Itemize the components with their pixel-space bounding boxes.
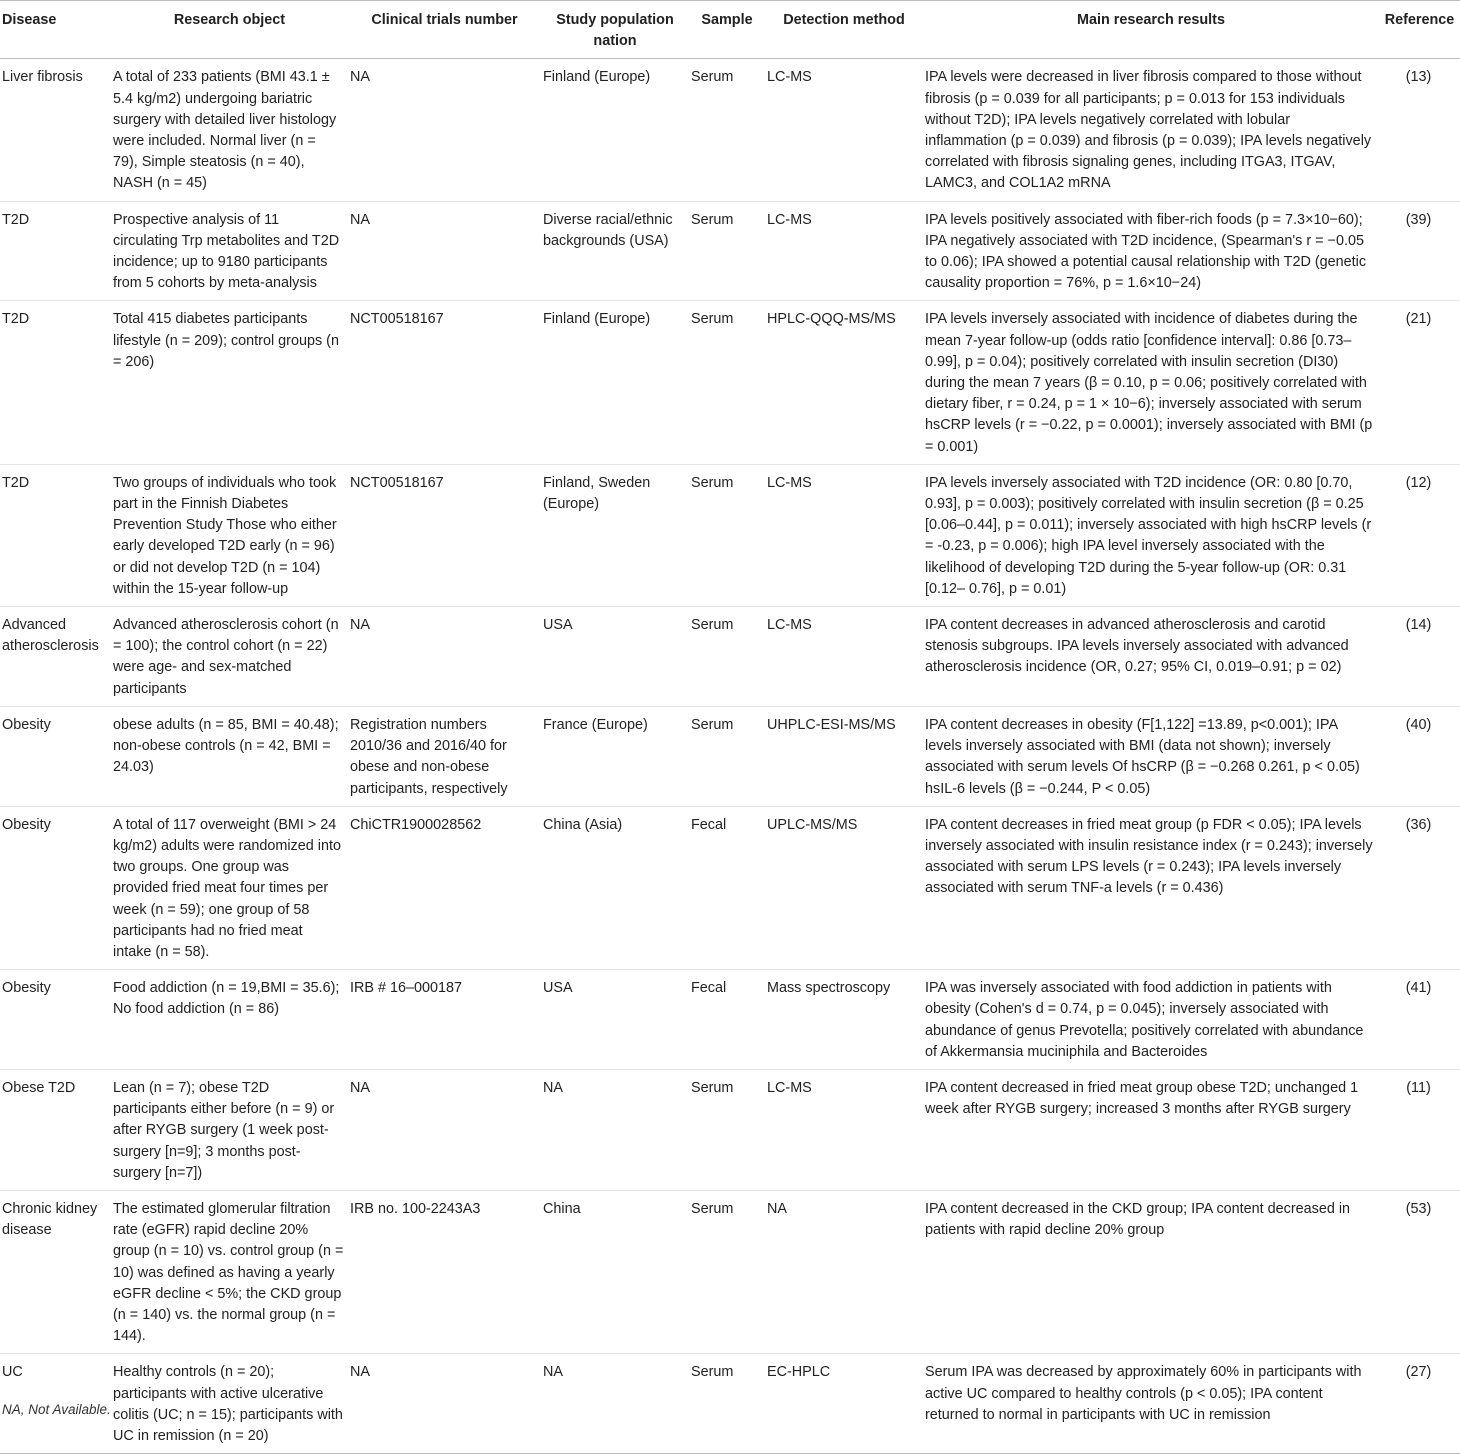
header-sample: Sample [689,1,765,59]
cell-clinical-trial: NA [350,69,370,86]
cell-results: IPA content decreases in obesity (F[1,122] =13.89, p<0.001); IPA levels inversely associated with BMI (data not shown); inversely associated with serum levels Of hsCRP (β = −0.268 0.261, p < 0.05) hsIL-6 levels (β = −0.244, P < 0.05) [925,716,1360,797]
header-row [0,1,1460,59]
table-row [0,806,1460,969]
cell-research-object: The estimated glomerular filtration rate (eGFR) rapid decline 20% group (n = 10) vs. control group (n = 10) was defined as having a yearly eGFR decline < 5%; the CKD group (n = 140) vs. the normal group (n = 144). [113,1200,344,1345]
cell-disease: T2D [2,211,30,228]
cell-clinical-trial: NA [350,1364,370,1381]
cell-research-object: A total of 117 overweight (BMI > 24 kg/m2) adults were randomized into two groups. One group was provided fried meat four times per week (n = 59); one group of 58 participants had no fried meat intake (n = 58). [113,816,341,960]
cell-clinical-trial: NA [350,617,370,634]
cell-clinical-trial: IRB no. 100-2243A3 [350,1200,481,1217]
header-clinical-trials-number: Clinical trials number [348,1,541,59]
header-study-population-nation: Study population nation [541,1,689,59]
cell-sample: Serum [691,716,734,733]
header-disease: Disease [0,1,111,59]
cell-sample: Serum [691,1079,734,1096]
table-row [0,1069,1460,1190]
cell-clinical-trial: NCT00518167 [350,474,444,491]
cell-sample: Serum [691,474,734,491]
cell-research-object: Two groups of individuals who took part in the Finnish Diabetes Prevention Study Those who either early developed T2D early (n = 96) or did not develop T2D (n = 104) within the 15-year follow-up [113,474,337,597]
cell-nation: Finland, Sweden (Europe) [543,474,651,513]
cell-results: IPA levels positively associated with fiber-rich foods (p = 7.3×10−60); IPA negatively associated with T2D incidence, (Spearman's r = −0.05 to 0.06); IPA showed a potential causal relationship with T2D (genetic causality proportion = 76%, p = 1.6×10−24) [925,211,1367,292]
cell-reference: (21) [1405,311,1432,328]
cell-method: Mass spectroscopy [767,980,891,997]
cell-disease: T2D [2,311,30,328]
cell-method: LC-MS [767,69,812,86]
cell-results: IPA levels inversely associated with T2D incidence (OR: 0.80 [0.70, 0.93], p = 0.003); positively correlated with insulin secretion (β = 0.25 [0.06–0.44], p = 0.011); inversely associated with high hsCRP levels (r = -0.23, p = 0.006); high IPA level inversely associated with the likelihood of developing T2D during the 5-year follow-up (OR: 0.31 [0.12– 0.76], p = 0.01) [925,474,1372,597]
cell-reference: (41) [1405,980,1432,997]
table-row [0,301,1460,464]
cell-reference: (40) [1405,716,1432,733]
cell-nation: Finland (Europe) [543,311,651,328]
cell-nation: Finland (Europe) [543,69,651,86]
cell-research-object: Advanced atherosclerosis cohort (n = 100); the control cohort (n = 22) were age- and sex-matched participants [113,617,339,697]
cell-method: UPLC-MS/MS [767,816,858,833]
cell-method: HPLC-QQQ-MS/MS [767,311,896,328]
header-research-object: Research object [111,1,348,59]
cell-reference: (14) [1405,617,1432,634]
cell-reference: (36) [1405,816,1432,833]
cell-results: IPA levels were decreased in liver fibrosis compared to those without fibrosis (p = 0.039 for all participants; p = 0.013 for 153 individuals without T2D); IPA levels negatively correlated with lobular inflammation (p = 0.039) and fibrosis (p = 0.039); IPA levels negatively correlated with fibrosis signaling genes, including ITGA3, ITGAV, LAMC3, and COL1A2 mRNA [925,69,1372,192]
cell-method: LC-MS [767,1079,812,1096]
cell-sample: Fecal [691,980,727,997]
cell-nation: Diverse racial/ethnic backgrounds (USA) [543,211,673,249]
cell-clinical-trial: NA [350,211,370,228]
cell-sample: Serum [691,69,734,86]
cell-nation: USA [543,980,573,997]
cell-results: IPA content decreased in fried meat group obese T2D; unchanged 1 week after RYGB surgery; increased 3 months after RYGB surgery [925,1079,1359,1118]
table-row [0,59,1460,201]
cell-sample: Serum [691,617,734,634]
cell-results: Serum IPA was decreased by approximately 60% in participants with active UC compared to healthy controls (p < 0.05); IPA content returned to normal in participants with UC in remission [925,1364,1362,1423]
header-reference: Reference [1379,1,1460,59]
cell-results: IPA levels inversely associated with incidence of diabetes during the mean 7-year follow-up (odds ratio [confidence interval]: 0.86 [0.73–0.99], p = 0.04); positively correlated with insulin secretion (DI30) during the mean 7 years (β = 0.10, p = 0.06; positively correlated with dietary fiber, r = 0.24, p = 1 × 10−6); inversely associated with serum hsCRP levels (r = −0.22, p = 0.0001); inversely associated with BMI (p = 0.001) [925,311,1373,455]
cell-reference: (27) [1405,1364,1432,1381]
table-row [0,464,1460,606]
cell-nation: China (Asia) [543,816,623,833]
cell-nation: USA [543,617,573,634]
table-row [0,970,1460,1070]
header-detection-method: Detection method [765,1,923,59]
cell-disease: Liver fibrosis [2,69,83,86]
cell-reference: (13) [1405,69,1432,86]
table-body [0,59,1460,1454]
cell-sample: Serum [691,1364,734,1381]
cell-method: LC-MS [767,474,812,491]
table-row [0,607,1460,707]
cell-clinical-trial: IRB # 16–000187 [350,980,463,997]
cell-reference: (53) [1405,1200,1432,1217]
cell-reference: (11) [1406,1079,1431,1096]
cell-nation: France (Europe) [543,716,648,733]
cell-results: IPA content decreases in advanced atherosclerosis and carotid stenosis subgroups. IPA levels inversely associated with advanced atherosclerosis incidence (OR, 0.27; 95% CI, 0.019–0.91; p = 02) [925,617,1349,676]
cell-sample: Serum [691,1200,734,1217]
cell-nation: NA [543,1079,563,1096]
cell-clinical-trial: Registration numbers 2010/36 and 2016/40 for obese and non-obese participants, respectively [350,716,508,797]
cell-research-object: Total 415 diabetes participants lifestyle (n = 209); control groups (n = 206) [113,311,339,370]
cell-research-object: A total of 233 patients (BMI 43.1 ± 5.4 kg/m2) undergoing bariatric surgery with detailed liver histology were included. Normal liver (n = 79), Simple steatosis (n = 40), NASH (n = 45) [113,69,337,192]
cell-research-object: Prospective analysis of 11 circulating Trp metabolites and T2D incidence; up to 9180 participants from 5 cohorts by meta-analysis [113,211,340,292]
cell-research-object: Lean (n = 7); obese T2D participants either before (n = 9) or after RYGB surgery (1 week post-surgery [n=9]; 3 months post-surgery [n=7]) [113,1079,335,1181]
cell-disease: Obese T2D [2,1079,76,1096]
cell-sample: Fecal [691,816,727,833]
cell-nation: NA [543,1364,563,1381]
cell-sample: Serum [691,211,734,228]
table-row [0,1190,1460,1353]
cell-disease: Obesity [2,816,51,833]
table-row [0,706,1460,806]
cell-results: IPA was inversely associated with food addiction in patients with obesity (Cohen's d = 0.74, p = 0.045); inversely associated with abundance of genus Prevotella; positively correlated with abundance of Akkermansia muciniphila and Bacteroides [925,980,1364,1060]
cell-method: LC-MS [767,211,812,228]
table-row [0,1354,1460,1454]
cell-reference: (12) [1405,474,1432,491]
cell-research-object: obese adults (n = 85, BMI = 40.48); non-obese controls (n = 42, BMI = 24.03) [113,716,339,776]
cell-clinical-trial: NA [350,1079,370,1096]
cell-method: LC-MS [767,617,812,634]
cell-clinical-trial: ChiCTR1900028562 [350,816,482,833]
table-footnote: NA, Not Available. [2,1402,111,1417]
cell-results: IPA content decreased in the CKD group; IPA content decreased in patients with rapid decline 20% group [925,1200,1351,1239]
cell-disease: Advanced atherosclerosis [2,617,99,655]
cell-results: IPA content decreases in fried meat group (p FDR < 0.05); IPA levels inversely associated with insulin resistance index (r = 0.243); inversely associated with serum LPS levels (r = 0.243); IPA levels inversely associated with serum TNF-a levels (r = 0.436) [925,816,1373,897]
cell-reference: (39) [1405,211,1432,228]
cell-clinical-trial: NCT00518167 [350,311,444,328]
cell-research-object: Food addiction (n = 19,BMI = 35.6); No food addiction (n = 86) [113,980,340,1018]
header-main-research-results: Main research results [923,1,1379,59]
cell-disease: Obesity [2,980,51,997]
cell-research-object: Healthy controls (n = 20); participants with active ulcerative colitis (UC; n = 15); participants with UC in remission (n = 20) [113,1364,343,1444]
cell-disease: Obesity [2,716,51,733]
cell-disease: T2D [2,474,30,491]
cell-method: NA [767,1200,787,1217]
cell-disease: UC [2,1364,23,1381]
cell-method: EC-HPLC [767,1364,831,1381]
cell-method: UHPLC-ESI-MS/MS [767,716,896,733]
cell-sample: Serum [691,311,734,328]
cell-nation: China [543,1200,581,1217]
cell-disease: Chronic kidney disease [2,1200,98,1239]
table-row [0,201,1460,301]
